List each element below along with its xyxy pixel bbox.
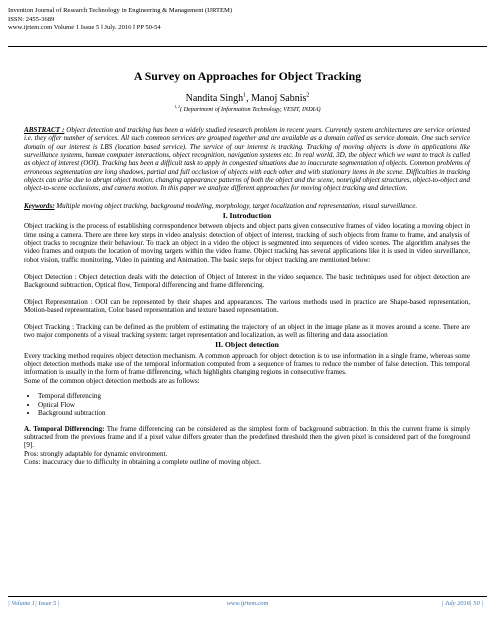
paper-title: A Survey on Approaches for Object Tracking xyxy=(133,69,362,83)
author-separator: , xyxy=(246,93,252,104)
journal-volume-info: www.ijrtem.com Volume 1 Issue 5 ǁ July. 2016 ǁ PP 50-54 xyxy=(8,24,161,32)
affiliation-text: ( Department of Information Technology, VESIT, INDIA) xyxy=(179,106,321,113)
author-1: Nandita Singh xyxy=(185,93,244,104)
footer-volume: | Volume 1| Issue 5 | xyxy=(8,600,60,607)
intro-paragraph-object-detection: Object Detection : Object detection deals with the detection of Object of Interest in the video sequence. The basic techniques used for object detection are Background subtraction, Optical flow, Temporal differencing and frame differencing. xyxy=(24,272,470,289)
intro-paragraph-object-representation: Object Representation : OOI can be represented by their shapes and appearances. The various methods used in practice are Shape-based representation, Motion-based representation, Color based representation and texture based representation. xyxy=(24,297,470,314)
keywords-text: Multiple moving object tracking, background modeling, morphology, target localization and representation, visual surveillance. xyxy=(54,201,418,210)
detection-paragraph-2: Some of the common object detection methods are as follows: xyxy=(24,376,200,385)
intro-paragraph-1: Object tracking is the process of establishing correspondence between objects and object parts given consecutive frames of video locating a moving object in time using a camera. There are three key steps in video analysis: detection of object of interest, tracking of such objects from frame to frame, and analysis of object tracks to recognize their behaviour. To track an object in a video the object is segmented into sequences of video scenes. The algorithm analyses the video frames and outputs the location of moving targets within the video frame. Object tracking has several applications like it is used in video surveillance, robot vision, traffic monitoring, Video in painting and Animation. The basic steps for object tracking are mentioned below: xyxy=(24,222,470,264)
affiliation-sup: 1, 2 xyxy=(174,104,180,109)
temporal-differencing-paragraph xyxy=(24,425,470,450)
header-divider xyxy=(8,46,487,47)
journal-name: Invention Journal of Research Technology in Engineering & Management (IJRTEM) xyxy=(8,7,233,14)
cons-line: Cons: inaccuracy due to difficulty in obtaining a complete outline of moving object. xyxy=(24,458,261,467)
paper-affiliation xyxy=(0,106,495,113)
detection-paragraph-1: Every tracking method requires object detection mechanism. A common approach for object detection is to use information in a single frame, whereas some object detection methods make use of the temporal information computed from a sequence of frames to reduce the number of false detection. This temporal information is usually in the form of frame differencing, which highlights changing regions in consecutive frames. xyxy=(24,351,470,377)
paper-body xyxy=(24,126,470,466)
journal-issn: ISSN: 2455-3689 xyxy=(8,15,55,23)
keywords xyxy=(24,202,470,210)
temporal-differencing-label: A. Temporal Differencing: xyxy=(24,424,105,433)
keywords-label: Keywords: xyxy=(24,201,55,210)
detection-methods-list xyxy=(24,392,470,418)
journal-header xyxy=(8,7,232,33)
abstract-text: Object detection and tracking has been a widely studied research problem in recent years. Currently system architectures are service oriented i.e. they offer number of services. All such common services are grouped together and are available as a domain called as service domain. One such service domain of our interest is LBS (location based service). The service of our interest is tracking. Tracking of moving objects is done in applications like surveillance systems, human computer interactions, object recognition, navigation systems etc. In real world, 3D, the object which we want to track is called as object of interest (OOI). Tracking has been a difficult task to apply in congested situations due to inaccurate segmentation of objects. Common problems of erroneous segmentation are long shadows, partial and full occlusion of objects with each other and with stationary items in the scene. Difficulties in tracking objects can arise due to abrupt object motion, changing appearance patterns of both the object and the scene, nonrigid object structures, object-to-object and object-to-scene occlusions, and camera motion. In this paper we analyze different approaches for moving object tracking and detection. xyxy=(24,126,470,193)
list-item: • Optical Flow xyxy=(38,401,470,410)
intro-paragraph-object-tracking: Object Tracking : Tracking can be defined as the problem of estimating the trajectory of an object in the image plane as it moves around a scene. There are two major components of a visual tracking system: target representation and localization, as well as filtering and data association xyxy=(24,322,470,339)
footer-page-number: | July 2016| 50 | xyxy=(441,600,483,607)
list-item: • Background subtraction xyxy=(38,409,470,418)
abstract xyxy=(24,126,470,193)
temporal-differencing-text: The frame differencing can be considered as the simplest form of background subtraction. In this the current frame is simply subtracted from the previous frame and if a pixel value differs greater than the predefined threshold then the given pixel is considered part of the foreground [9]. xyxy=(24,424,471,450)
author-2: Manoj Sabnis xyxy=(251,93,307,104)
abstract-label: ABSTRACT : xyxy=(24,126,65,134)
paper-authors xyxy=(0,93,495,104)
footer-divider xyxy=(8,596,487,597)
footer-website-link[interactable]: www.ijrtem.com xyxy=(226,600,269,607)
section-heading-object-detection: II. Object detection xyxy=(215,340,279,350)
author-1-sup: 1 xyxy=(243,92,247,99)
pros-line: Pros: strongly adaptable for dynamic environment. xyxy=(24,449,168,458)
section-heading-introduction: I. Introduction xyxy=(222,211,272,221)
author-2-sup: 2 xyxy=(306,92,310,99)
list-item: • Temporal differencing xyxy=(38,392,470,401)
